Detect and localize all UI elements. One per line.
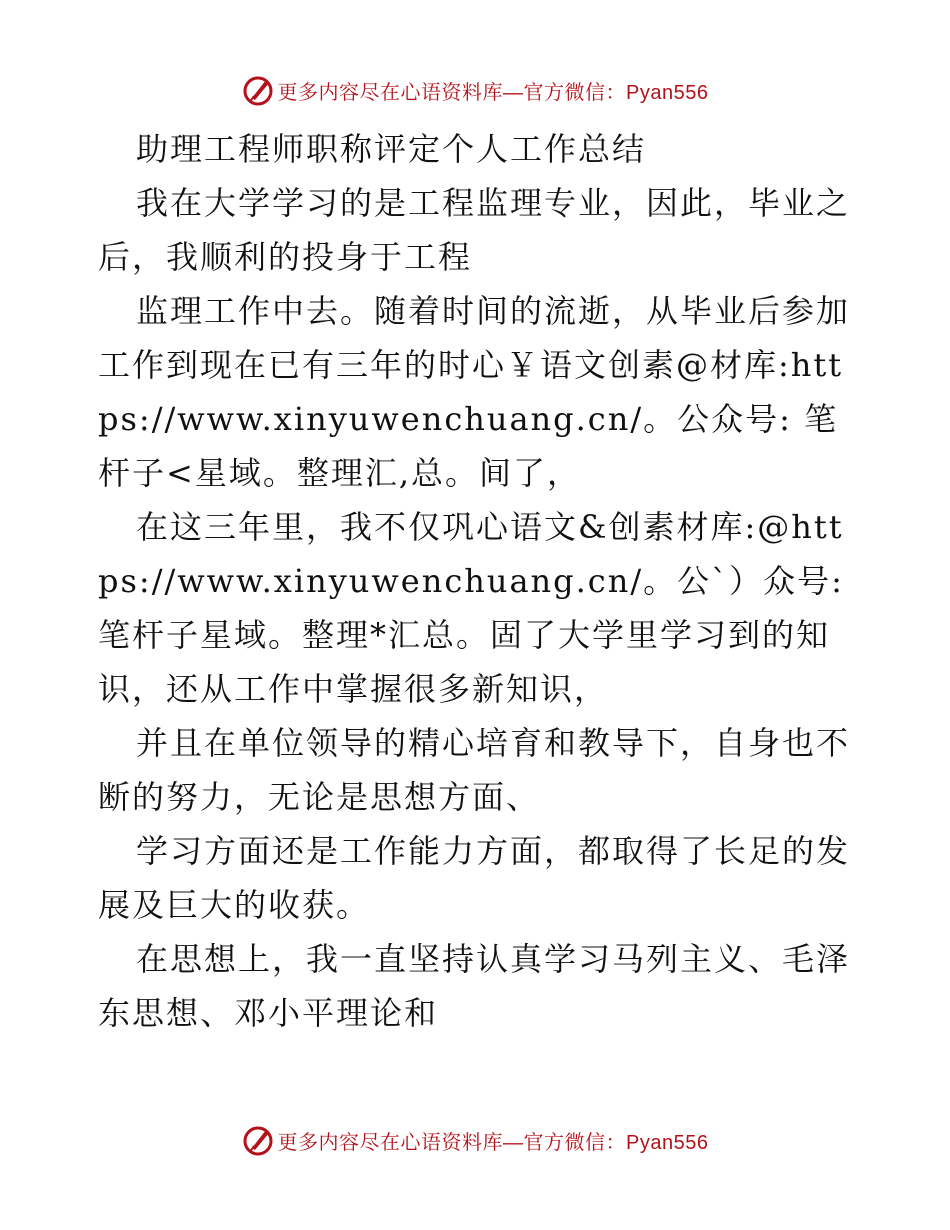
header-watermark-banner <box>0 70 950 110</box>
document-title: 助理工程师职称评定个人工作总结 <box>136 130 647 168</box>
paragraph: 监理工作中去。随着时间的流逝，从毕业后参加工作到现在已有三年的时心￥语文创素@材库:https://www.xinyuwenchuang.cn/。公众号: 笔杆子<星域。整理汇,总。间了， <box>98 292 851 492</box>
paragraph: 在这三年里，我不仅巩心语文&创素材库:@https://www.xinyuwenchuang.cn/。公`）众号:笔杆子星域。整理*汇总。固了大学里学习到的知识，还从工作中掌握很多新知识， <box>98 508 844 708</box>
feather-pen-logo-icon <box>242 74 274 106</box>
paragraph: 我在大学学习的是工程监理专业，因此，毕业之后，我顺利的投身于工程 <box>98 184 851 276</box>
header-banner-text: 更多内容尽在心语资料库—官方微信：Pyan556 <box>277 81 709 104</box>
paragraph: 在思想上，我一直坚持认真学习马列主义、毛泽东思想、邓小平理论和 <box>98 940 851 1032</box>
paragraph: 学习方面还是工作能力方面，都取得了长足的发展及巨大的收获。 <box>98 832 851 924</box>
feather-pen-logo-icon <box>242 1124 274 1156</box>
document-body <box>98 122 858 1040</box>
paragraph: 并且在单位领导的精心培育和教导下，自身也不断的努力，无论是思想方面、 <box>98 724 851 816</box>
footer-banner-text: 更多内容尽在心语资料库—官方微信：Pyan556 <box>277 1131 709 1154</box>
footer-watermark-banner <box>0 1120 950 1160</box>
